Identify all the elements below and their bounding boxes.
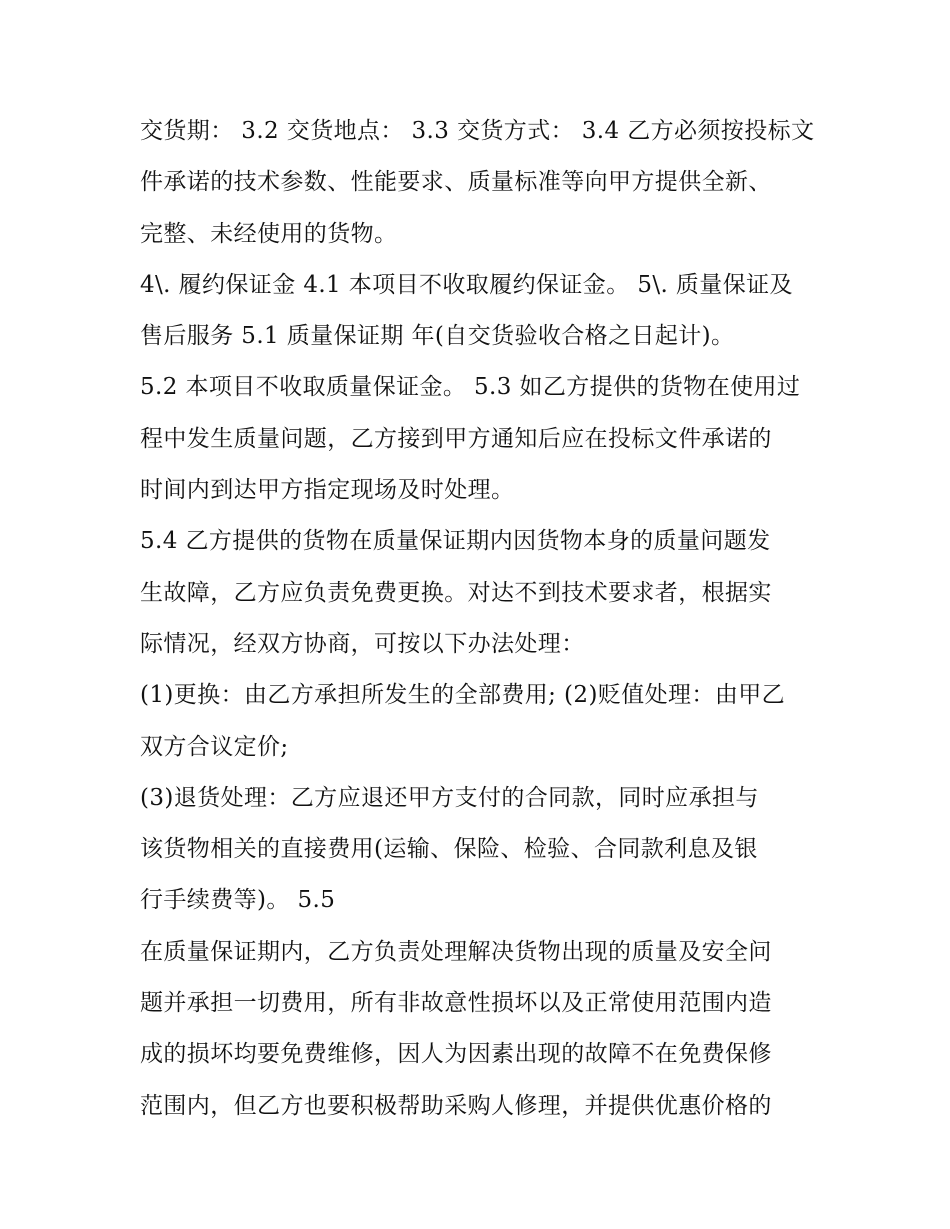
text-line: 该货物相关的直接费用(运输、保险、检验、合同款利息及银 <box>140 836 758 863</box>
text-line: 时间内到达甲方指定现场及时处理。 <box>140 477 515 504</box>
text-line: 5.2 本项目不收取质量保证金。 5.3 如乙方提供的货物在使用过 <box>140 374 801 401</box>
contract-text-body <box>140 106 820 1132</box>
text-line: 生故障，乙方应负责免费更换。对达不到技术要求者，根据实 <box>140 579 772 606</box>
text-line: 成的损坏均要免费维修，因人为因素出现的故障不在免费保修 <box>140 1041 772 1068</box>
text-line: 完整、未经使用的货物。 <box>140 220 398 247</box>
text-line: 5.4 乙方提供的货物在质量保证期内因货物本身的质量问题发 <box>140 528 771 555</box>
text-line: 双方合议定价; <box>140 733 289 760</box>
text-line: 件承诺的技术参数、性能要求、质量标准等向甲方提供全新、 <box>140 169 772 196</box>
text-line: 际情况，经双方协商，可按以下办法处理： <box>140 630 585 657</box>
text-line: 程中发生质量问题，乙方接到甲方通知后应在投标文件承诺的 <box>140 425 772 452</box>
text-line: 在质量保证期内，乙方负责处理解决货物出现的质量及安全问 <box>140 938 772 965</box>
text-line: 题并承担一切费用，所有非故意性损坏以及正常使用范围内造 <box>140 990 772 1017</box>
text-line: 行手续费等)。 5.5 <box>140 887 336 914</box>
text-line: (1)更换：由乙方承担所发生的全部费用; (2)贬值处理：由甲乙 <box>140 682 786 709</box>
text-line: 范围内，但乙方也要积极帮助采购人修理，并提供优惠价格的 <box>140 1092 772 1119</box>
text-line: (3)退货处理：乙方应退还甲方支付的合同款，同时应承担与 <box>140 784 759 811</box>
text-line: 4\. 履约保证金 4.1 本项目不收取履约保证金。 5\. 质量保证及 <box>140 271 793 298</box>
text-line: 交货期： 3.2 交货地点： 3.3 交货方式： 3.4 乙方必须按投标文 <box>140 118 815 144</box>
text-line: 售后服务 5.1 质量保证期 年(自交货验收合格之日起计)。 <box>140 323 735 350</box>
